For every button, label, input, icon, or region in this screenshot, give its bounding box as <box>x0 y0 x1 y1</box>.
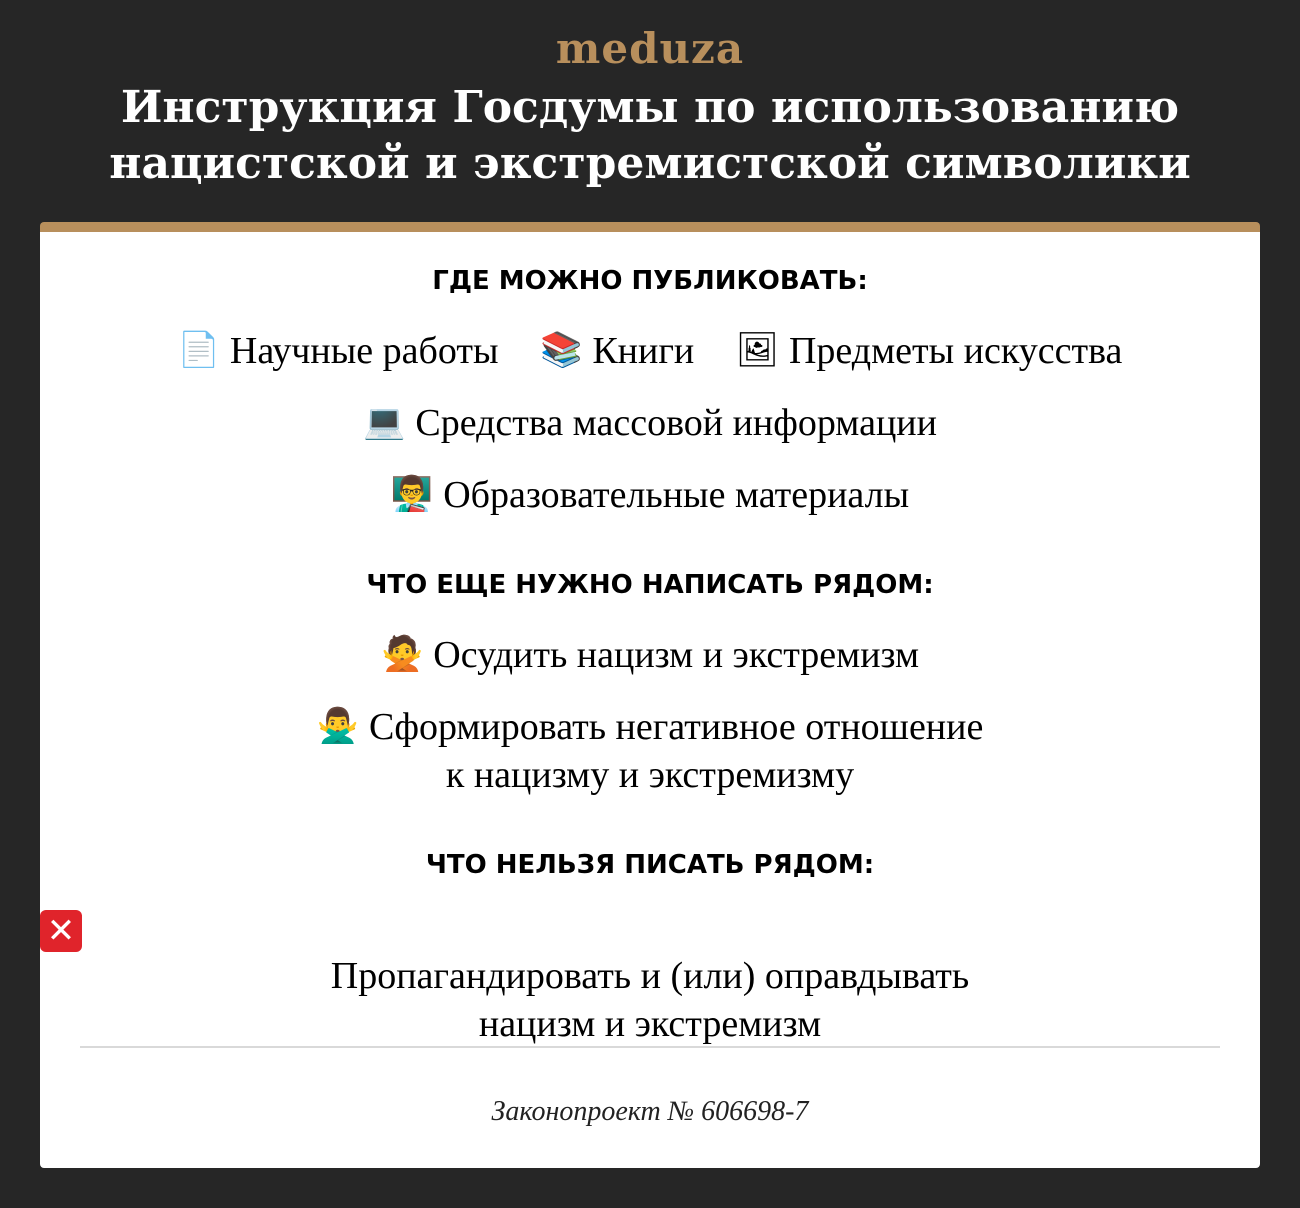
list-item-label-line-1: Сформировать негативное отношение <box>368 706 984 748</box>
gesture-no-woman-icon: 🙅 <box>380 634 424 674</box>
divider <box>80 1046 1220 1048</box>
where-row-2 <box>40 398 1260 447</box>
books-icon: 📚 <box>539 330 583 370</box>
must-row-1 <box>40 630 1260 679</box>
bill-number: Законопроект № 606698-7 <box>491 1096 809 1127</box>
list-item-label: Осудить нацизм и экстремизм <box>433 634 920 676</box>
list-item-condemn <box>381 630 919 679</box>
list-item-art <box>736 326 1123 375</box>
instruction-card <box>40 222 1260 1168</box>
list-item-label: Научные работы <box>229 330 499 372</box>
cross-mark-icon: ✕ <box>40 910 82 952</box>
gesture-no-man-icon: 🙅‍♂️ <box>316 706 359 746</box>
list-item-label-line-1: Пропагандировать и (или) оправдывать <box>330 955 970 997</box>
page-icon: 📄 <box>177 330 220 370</box>
title-line-2: нацистской и экстремистской символики <box>109 138 1191 189</box>
framed-picture-icon: 🖼 <box>735 330 779 370</box>
list-item-label: Средства массовой информации <box>415 402 937 444</box>
list-item-label: Образовательные материалы <box>443 474 910 516</box>
section-title-mustnot: ЧТО НЕЛЬЗЯ ПИСАТЬ РЯДОМ: <box>425 850 875 880</box>
list-item-media <box>363 398 937 447</box>
section-title-must: ЧТО ЕЩЕ НУЖНО НАПИСАТЬ РЯДОМ: <box>366 570 934 600</box>
where-row-3 <box>40 470 1260 519</box>
list-item-label-line-2: к нацизму и экстремизму <box>445 754 855 796</box>
page-title <box>0 80 1300 192</box>
list-item-label: Книги <box>592 330 695 372</box>
list-item-education <box>391 470 909 519</box>
teacher-icon: 👨‍🏫 <box>390 474 434 514</box>
title-line-1: Инструкция Госдумы по использованию <box>120 82 1180 133</box>
list-item-label-line-2: нацизм и экстремизм <box>478 1003 822 1045</box>
meduza-logo: meduza <box>555 24 745 73</box>
section-title-where: ГДЕ МОЖНО ПУБЛИКОВАТЬ: <box>432 266 868 296</box>
where-row-1 <box>40 326 1260 375</box>
list-item-label: Предметы искусства <box>788 330 1123 372</box>
mustnot-row-1 <box>40 910 1260 1048</box>
list-item-negative-attitude <box>40 702 1260 751</box>
list-item-scientific <box>178 326 499 375</box>
list-item-propaganda <box>40 910 1260 1000</box>
laptop-icon: 💻 <box>363 402 406 442</box>
list-item-books <box>540 326 694 375</box>
must-row-2 <box>40 702 1260 799</box>
